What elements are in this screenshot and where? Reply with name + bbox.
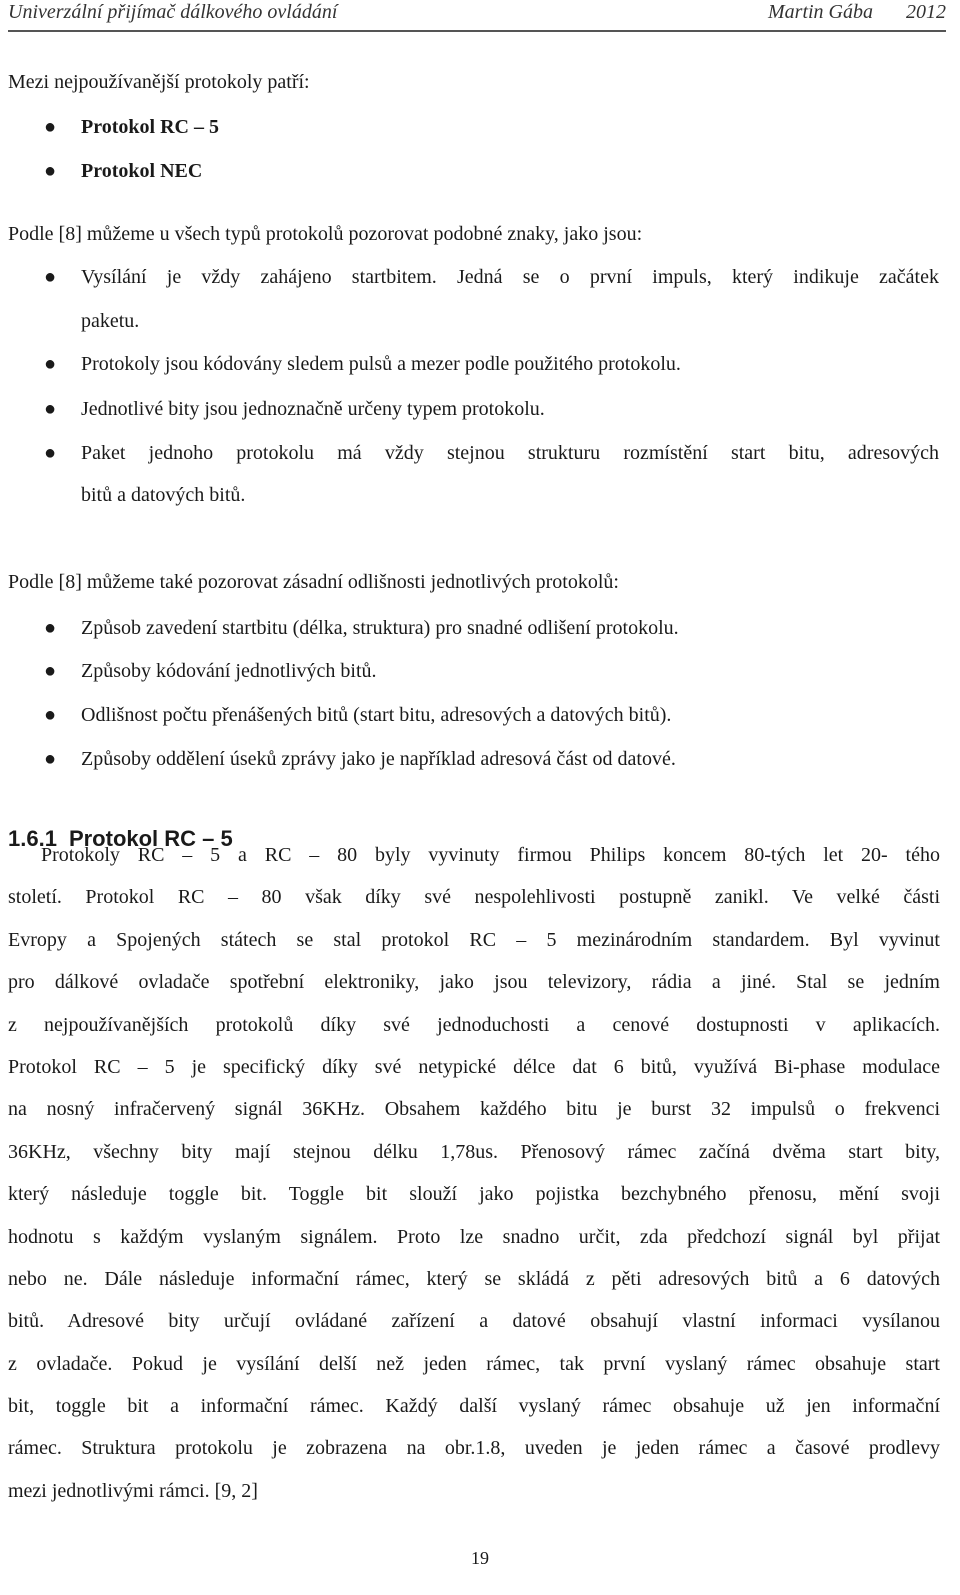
- bullet-icon: ●: [44, 160, 57, 182]
- paragraph-line: pro dálkové ovladače spotřební elektroniky, jako jsou televizory, rádia a jiné. Stal se jedním: [8, 971, 940, 994]
- list-item: Protokol RC – 5: [81, 116, 219, 138]
- list-item-line: paketu.: [81, 310, 140, 332]
- list-item: Způsob zavedení startbitu (délka, struktura) pro snadné odlišení protokolu.: [81, 617, 679, 639]
- differences-lead: Podle [8] můžeme také pozorovat zásadní odlišnosti jednotlivých protokolů:: [8, 571, 619, 593]
- section-title: Protokol RC – 5: [68, 826, 233, 851]
- paragraph-line: který následuje toggle bit. Toggle bit slouží jako pojistka bezchybného přenosu, mění svoji: [8, 1183, 940, 1206]
- list-item-line: Paket jednoho protokolu má vždy stejnou strukturu rozmístění start bitu, adresových: [81, 442, 939, 464]
- page-number: 19: [471, 1548, 489, 1568]
- bullet-icon: ●: [44, 748, 57, 770]
- paragraph-line: z nejpoužívanějších protokolů díky své jednoduchosti a cenové dostupnosti v aplikacích.: [8, 1013, 940, 1036]
- section-number: 1.6.1: [8, 826, 57, 851]
- paragraph-line: 36KHz, všechny bity mají stejnou délku 1,78us. Přenosový rámec začíná dvěma start bity,: [8, 1140, 940, 1163]
- paragraph-line: Protokoly RC – 5 a RC – 80 byly vyvinuty firmou Philips koncem 80-tých let 20- tého: [41, 844, 940, 866]
- common-lead: Podle [8] můžeme u všech typů protokolů pozorovat podobné znaky, jako jsou:: [8, 223, 643, 245]
- list-item: Způsoby oddělení úseků zprávy jako je například adresová část od datové.: [81, 748, 676, 770]
- list-item: Protokol NEC: [81, 160, 203, 182]
- list-item: Způsoby kódování jednotlivých bitů.: [81, 660, 377, 682]
- paragraph-line: hodnotu s každým vyslaným signálem. Proto lze snadno určit, zda předchozí signál byl přijat: [8, 1225, 940, 1248]
- paragraph-line: bitů. Adresové bity určují ovládané zařízení a datové obsahují vlastní informaci vysílanou: [8, 1310, 940, 1333]
- header-year: 2012: [906, 1, 946, 23]
- bullet-icon: ●: [44, 442, 57, 464]
- list-item-line: bitů a datových bitů.: [81, 484, 246, 506]
- list-item: Jednotlivé bity jsou jednoznačně určeny typem protokolu.: [81, 398, 545, 420]
- header-meta: [740, 1, 946, 24]
- intro-lead: Mezi nejpoužívanější protokoly patří:: [8, 71, 310, 93]
- bullet-icon: ●: [44, 353, 57, 375]
- section-paragraph: [8, 834, 940, 1512]
- bullet-icon: ●: [44, 660, 57, 682]
- paragraph-line: rámec. Struktura protokolu je zobrazena na obr.1.8, uveden je jeden rámec a časové prodlevy: [8, 1437, 940, 1460]
- paragraph-line: z ovladače. Pokud je vysílání delší než jeden rámec, tak první vyslaný rámec obsahuje start: [8, 1352, 940, 1375]
- bullet-icon: ●: [44, 116, 57, 138]
- paragraph-line: století. Protokol RC – 80 však díky své nespolehlivosti postupně zanikl. Ve velké části: [8, 886, 940, 909]
- header-title: Univerzální přijímač dálkového ovládání: [8, 1, 338, 23]
- bullet-icon: ●: [44, 617, 57, 639]
- paragraph-line: bit, toggle bit a informační rámec. Každý další vyslaný rámec obsahuje už jen informační: [8, 1395, 940, 1418]
- paragraph-line: Evropy a Spojených státech se stal protokol RC – 5 mezinárodním standardem. Byl vyvinut: [8, 928, 940, 951]
- paragraph-line: mezi jednotlivými rámci. [9, 2]: [8, 1479, 258, 1502]
- bullet-icon: ●: [44, 398, 57, 420]
- header-author: Martin Gába: [768, 1, 873, 23]
- list-item-line: Vysílání je vždy zahájeno startbitem. Jedná se o první impuls, který indikuje začátek: [81, 266, 939, 288]
- paragraph-line: nebo ne. Dále následuje informační rámec, který se skládá z pěti adresových bitů a 6 datových: [8, 1267, 940, 1290]
- bullet-icon: ●: [44, 704, 57, 726]
- list-item: Odlišnost počtu přenášených bitů (start bitu, adresových a datových bitů).: [81, 704, 672, 726]
- list-item: Protokoly jsou kódovány sledem pulsů a mezer podle použitého protokolu.: [81, 353, 681, 375]
- page-header: [8, 0, 946, 32]
- bullet-icon: ●: [44, 266, 57, 288]
- paragraph-line: Protokol RC – 5 je specifický díky své netypické délce dat 6 bitů, využívá Bi-phase modulace: [8, 1055, 940, 1078]
- paragraph-line: na nosný infračervený signál 36KHz. Obsahem každého bitu je burst 32 impulsů o frekvenci: [8, 1098, 940, 1121]
